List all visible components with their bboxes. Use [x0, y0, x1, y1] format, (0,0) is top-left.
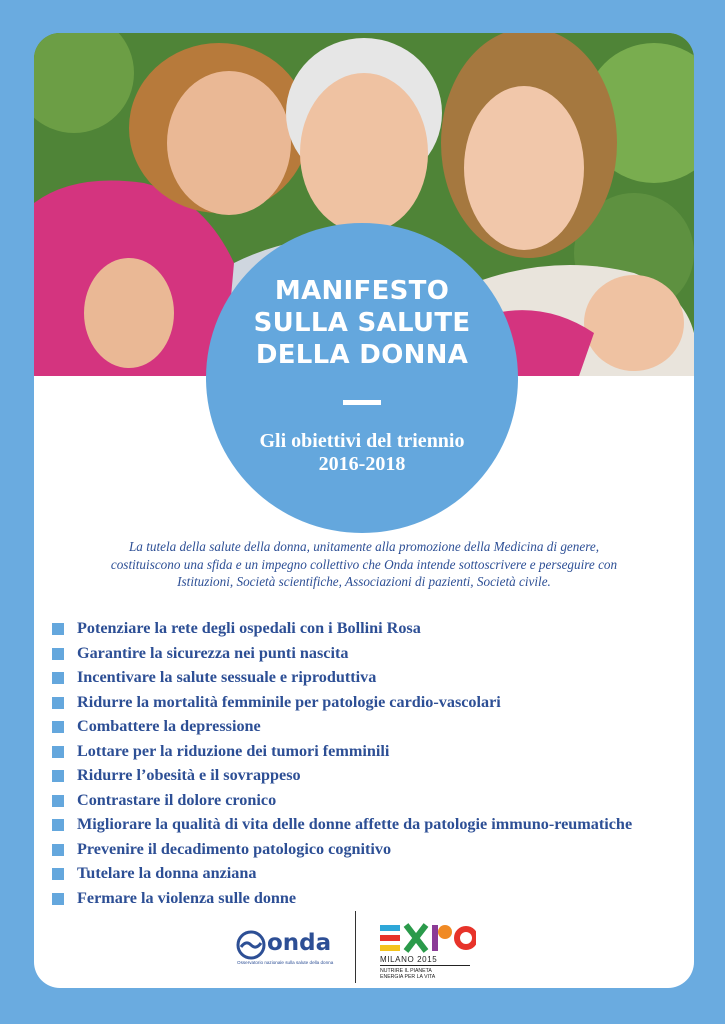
- list-item: [52, 861, 632, 886]
- logo-divider: [355, 911, 356, 983]
- list-item-text: Contrastare il dolore cronico: [77, 790, 277, 809]
- square-bullet-icon: [52, 623, 64, 635]
- list-item: [52, 714, 632, 739]
- list-item: [52, 641, 632, 666]
- list-item: [52, 812, 632, 837]
- expo-rule: [380, 965, 470, 966]
- list-item: [52, 665, 632, 690]
- onda-logo-tagline: Osservatorio nazionale sulla salute della donna: [237, 960, 334, 965]
- list-item: [52, 616, 632, 641]
- list-item-text: Lottare per la riduzione dei tumori femminili: [77, 741, 390, 760]
- onda-logo-icon: [236, 930, 266, 960]
- footer-logos: [34, 908, 694, 988]
- list-item-text: Potenziare la rete degli ospedali con i Bollini Rosa: [77, 619, 421, 637]
- square-bullet-icon: [52, 770, 64, 782]
- square-bullet-icon: [52, 844, 64, 856]
- square-bullet-icon: [52, 746, 64, 758]
- expo-logo-city: MILANO 2015: [380, 955, 438, 964]
- square-bullet-icon: [52, 819, 64, 831]
- list-item-text: Ridurre l’obesità e il sovrappeso: [77, 766, 301, 784]
- list-item: [52, 886, 632, 911]
- title-circle: [206, 223, 518, 533]
- list-item: [52, 788, 632, 813]
- page-subtitle: Gli obiettivi del triennio 2016-2018: [259, 430, 465, 475]
- page-title: MANIFESTO SULLA SALUTE DELLA DONNA: [253, 276, 471, 370]
- list-item: [52, 690, 632, 715]
- square-bullet-icon: [52, 697, 64, 709]
- list-item-text: Incentivare la salute sessuale e riproduttiva: [77, 668, 377, 686]
- square-bullet-icon: [52, 648, 64, 660]
- square-bullet-icon: [52, 795, 64, 807]
- expo-logo-tagline: NUTRIRE IL PIANETA ENERGIA PER LA VITA: [380, 968, 436, 980]
- list-item-text: Combattere la depressione: [77, 717, 261, 735]
- list-item-text: Ridurre la mortalità femminile per patologie cardio-vascolari: [77, 692, 501, 711]
- list-item-text: Tutelare la donna anziana: [77, 864, 257, 882]
- intro-text: La tutela della salute della donna, unitamente alla promozione della Medicina di genere, costituiscono una sfida e un impegno collettivo che Onda intende sottoscrivere e perseguire con Istituzioni, Società scientifiche, Associazioni di pazienti, Società civile.: [110, 539, 618, 589]
- list-item-text: Fermare la violenza sulle donne: [77, 888, 297, 907]
- square-bullet-icon: [52, 868, 64, 880]
- list-item-text: Prevenire il decadimento patologico cognitivo: [77, 839, 392, 858]
- objectives-list: [52, 616, 632, 910]
- square-bullet-icon: [52, 721, 64, 733]
- list-item-text: Garantire la sicurezza nei punti nascita: [77, 643, 349, 662]
- square-bullet-icon: [52, 893, 64, 905]
- manifesto-card: [34, 33, 694, 988]
- square-bullet-icon: [52, 672, 64, 684]
- list-item: [52, 837, 632, 862]
- list-item: [52, 739, 632, 764]
- onda-logo-name: onda: [267, 930, 332, 956]
- list-item-text: Migliorare la qualità di vita delle donne affette da patologie immuno-reumatiche: [77, 815, 633, 833]
- expo-logo-icon: [380, 923, 476, 953]
- list-item: [52, 763, 632, 788]
- title-divider: [343, 400, 381, 405]
